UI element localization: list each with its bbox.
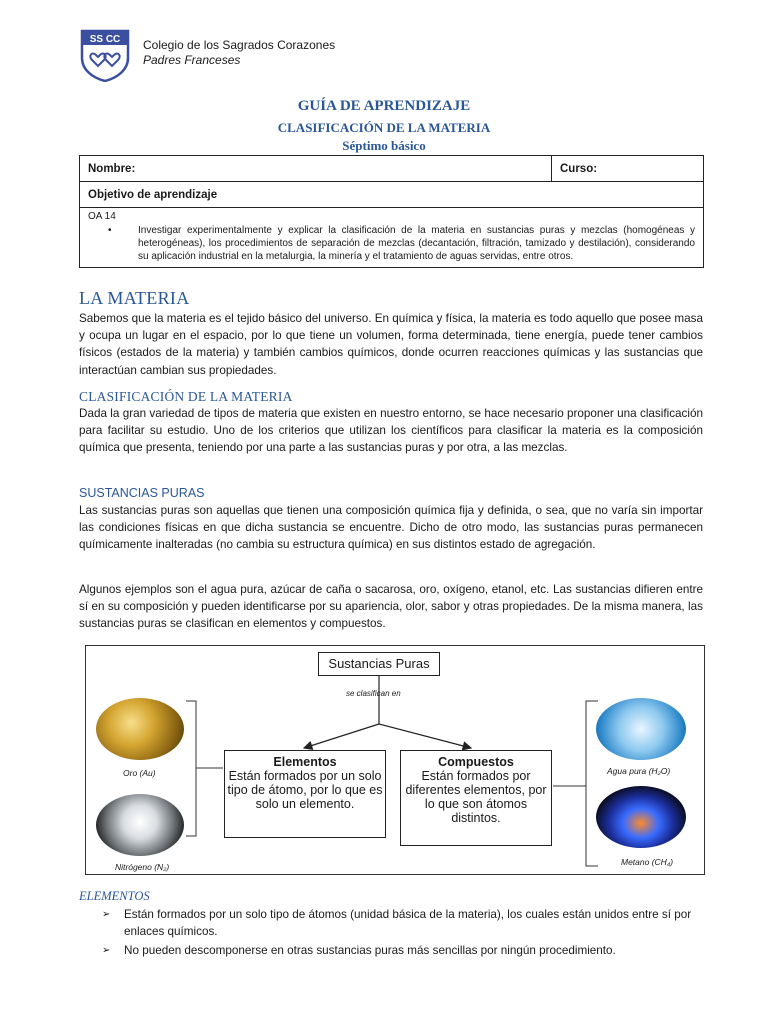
compuestos-box-text: Están formados por diferentes elementos, por lo que son átomos distintos. [405,769,547,825]
subject-title: CLASIFICACIÓN DE LA MATERIA [277,120,491,135]
caption-oro: Oro (Au) [123,768,156,778]
connector-label: se clasifican en [346,689,401,698]
oa-bullet: • [108,225,112,236]
sustancias-puras-paragraph-2: Algunos ejemplos son el agua pura, azúcar de caña o sacarosa, oro, oxígeno, etanol, etc. Las sustancias difieren entre sí en su composición y pueden identificarse por su apariencia, olor, sabor y otras propiedades. De la misma manera, las sustancias puras se clasifican en elementos y compuestos. [79,583,703,631]
compuestos-box-title: Compuestos [438,755,514,769]
gold-bars-image [96,698,184,760]
section-la-materia-title: LA MATERIA [79,288,190,308]
clasificacion-paragraph: Dada la gran variedad de tipos de materia que existen en nuestro entorno, se hace necesario proponer una clasificación para facilitar su estudio. Uno de los criterios que utilizan los científicos para clasificar la materia es la composición química que presenta, teniendo por una parte a las sustancias puras y por otra, a las mezclas. [79,407,703,455]
section-elementos-title: ELEMENTOS [79,889,150,903]
list-item [102,942,704,959]
school-name: Colegio de los Sagrados Corazones [143,38,336,52]
sustancias-puras-paragraph-1: Las sustancias puras son aquellas que tienen una composición química fija y definida, o sea, que no varía sin importar las condiciones físicas en que dicha sustancia se encuentre. Dicho de otro modo, las sustancias puras permanecen químicamente inalteradas (no cambia su estructura química) en sus distintos estado de agregación. [79,504,703,552]
objective-content [80,208,704,268]
compuestos-box [400,750,552,846]
school-header [143,38,335,68]
nitrogen-image [96,794,184,856]
elementos-box [224,750,386,838]
name-field[interactable]: Nombre: [80,156,552,182]
logo-text: SS CC [89,34,121,45]
arrow-bullet-icon: ➢ [102,945,111,956]
grade-title: Séptimo básico [342,138,426,153]
oa-code: OA 14 [88,211,116,222]
arrow-bullet-icon: ➢ [102,909,111,920]
oa-text: Investigar experimentalmente y explicar la clasificación de la materia en sustancias puras y mezclas (homogéneas y heterogéneas), los procedimientos de separación de mezclas (decantación, filtración, tamizado y destilación), considerando su aplicación industrial en la metalurgia, la minería y el tratamiento de aguas servidas, entre otros. [138,225,695,262]
caption-metano: Metano (CH₄) [621,857,674,867]
sustancias-puras-box: Sustancias Puras [318,652,440,676]
list-item [102,906,704,940]
section-sustancias-puras-title: SUSTANCIAS PURAS [79,486,205,500]
objective-label: Objetivo de aprendizaje [80,182,704,208]
section-clasificacion-title: CLASIFICACIÓN DE LA MATERIA [79,389,293,404]
elementos-box-title: Elementos [273,755,337,769]
school-subtitle: Padres Franceses [143,53,241,67]
course-field[interactable]: Curso: [552,156,704,182]
guide-title: GUÍA DE APRENDIZAJE [297,98,471,114]
caption-agua: Agua pura (H₂O) [607,766,671,776]
school-logo [79,28,131,82]
bullet-text: Están formados por un solo tipo de átomos (unidad básica de la materia), los cuales están unidos entre sí por enlaces químicos. [124,908,692,938]
methane-flame-image [596,786,686,848]
la-materia-paragraph: Sabemos que la materia es el tejido básico del universo. En química y física, la materia es todo aquello que posee masa y ocupa un lugar en el espacio, por lo que tiene un volumen, forma determinada, tiene energía, puede tener cambios físicos (estados de la materia) y también cambios químicos, donde ocurren reacciones químicas y las sustancias que interactúan cambian sus propiedades. [79,312,703,377]
sustancias-puras-diagram [85,645,705,875]
water-glass-image [596,698,686,760]
elementos-box-text: Están formados por un solo tipo de átomo, por lo que es solo un elemento. [227,769,383,811]
bullet-text: No pueden descomponerse en otras sustancias puras más sencillas por ningún procedimiento. [124,944,616,957]
info-table [79,155,704,268]
caption-nitrogeno: Nitrógeno (N₂) [115,862,170,872]
elementos-bullet-list [102,906,704,959]
